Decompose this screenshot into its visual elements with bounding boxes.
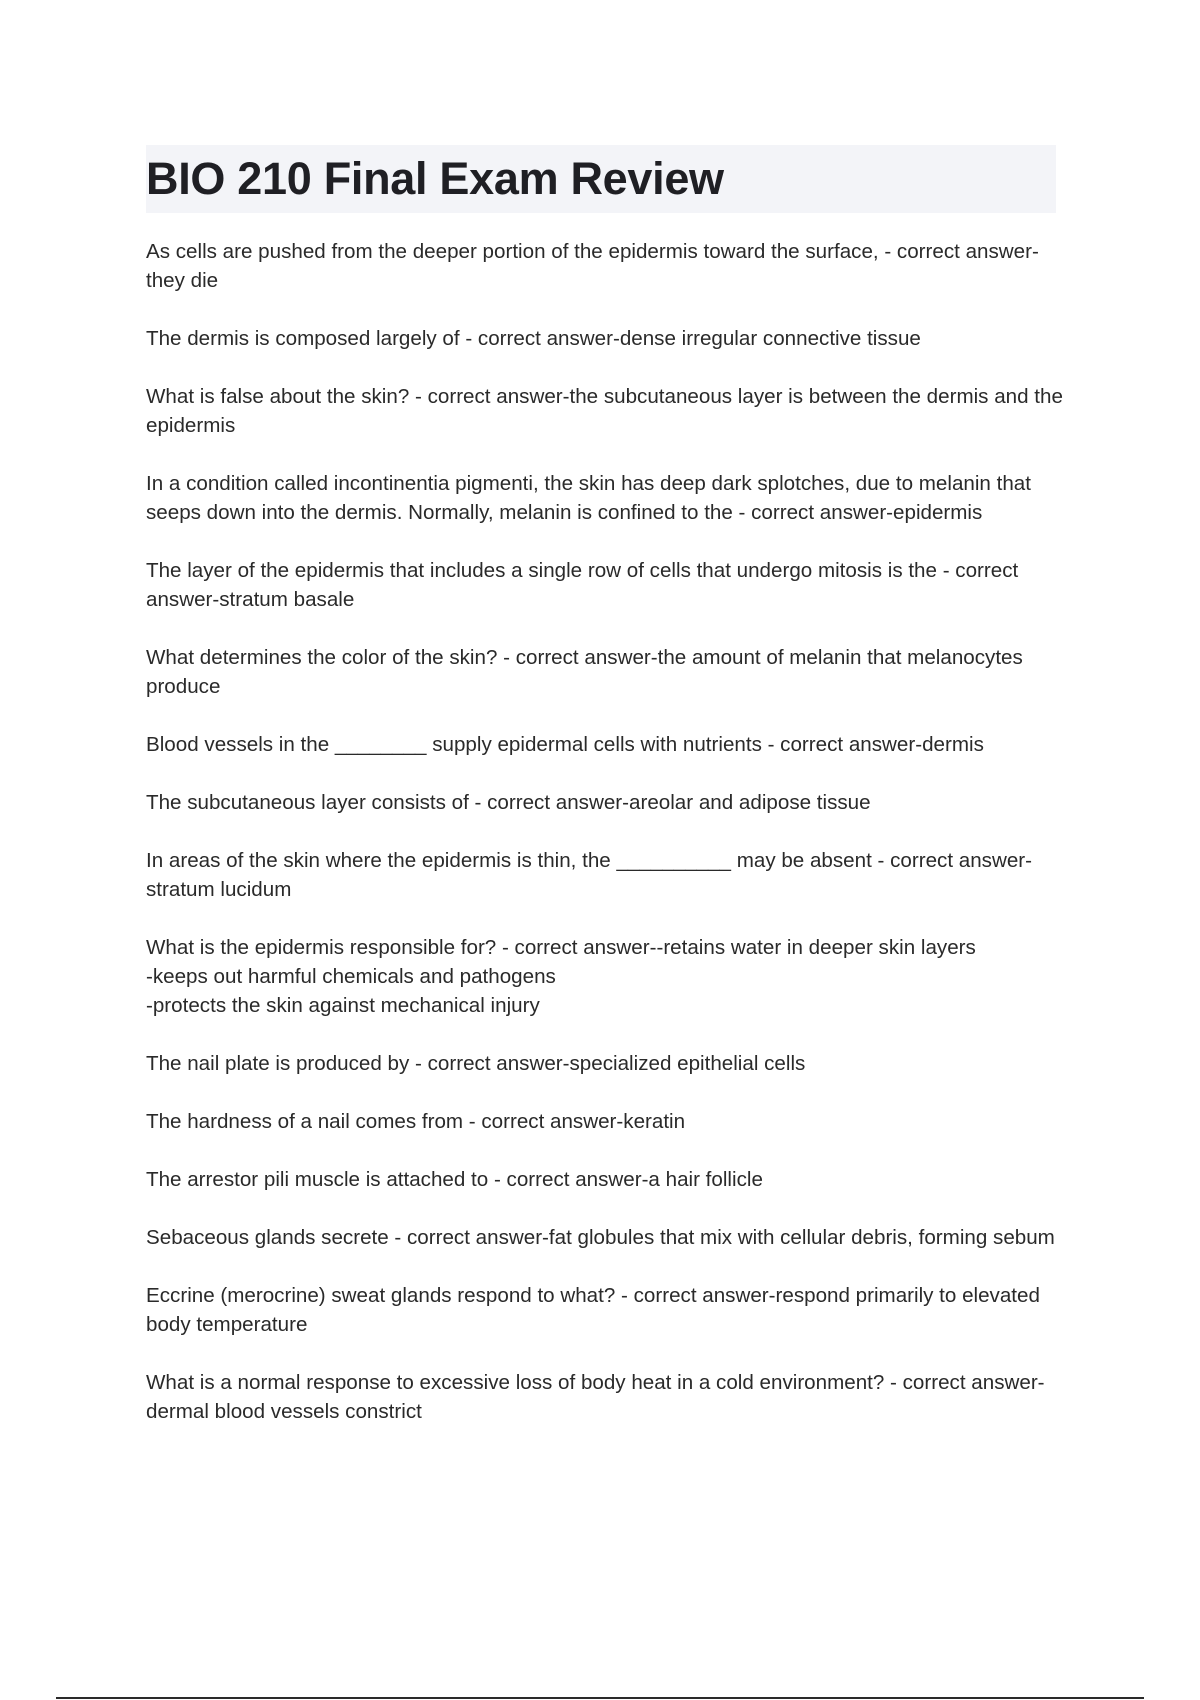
qa-item: Eccrine (merocrine) sweat glands respond to what? - correct answer-respond primarily to elevated body temperature bbox=[146, 1284, 1040, 1336]
qa-item: The dermis is composed largely of - correct answer-dense irregular connective tissue bbox=[146, 327, 921, 350]
qa-item: In a condition called incontinentia pigmenti, the skin has deep dark splotches, due to melanin that seeps down into the dermis. Normally, melanin is confined to the - correct answer-epidermis bbox=[146, 472, 1031, 524]
qa-item: What is the epidermis responsible for? - correct answer--retains water in deeper skin layers -keeps out harmful chemicals and pathogens -protects the skin against mechanical injury bbox=[146, 936, 976, 1017]
qa-item: What is a normal response to excessive loss of body heat in a cold environment? - correct answer-dermal blood vessels constrict bbox=[146, 1371, 1045, 1423]
footer-divider bbox=[56, 1697, 1144, 1699]
qa-item: The layer of the epidermis that includes a single row of cells that undergo mitosis is the - correct answer-stratum basale bbox=[146, 559, 1019, 611]
qa-item: The hardness of a nail comes from - correct answer-keratin bbox=[146, 1110, 686, 1133]
qa-item: The subcutaneous layer consists of - correct answer-areolar and adipose tissue bbox=[146, 791, 871, 814]
title-banner bbox=[146, 145, 1056, 213]
qa-item: What determines the color of the skin? - correct answer-the amount of melanin that melanocytes produce bbox=[146, 646, 1023, 698]
question-answer-list bbox=[146, 237, 1066, 1455]
qa-item: In areas of the skin where the epidermis is thin, the __________ may be absent - correct answer-stratum lucidum bbox=[146, 849, 1033, 901]
qa-item: Sebaceous glands secrete - correct answer-fat globules that mix with cellular debris, forming sebum bbox=[146, 1226, 1055, 1249]
qa-item: What is false about the skin? - correct answer-the subcutaneous layer is between the dermis and the epidermis bbox=[146, 385, 1063, 437]
qa-item: The arrestor pili muscle is attached to - correct answer-a hair follicle bbox=[146, 1168, 763, 1191]
qa-item: Blood vessels in the ________ supply epidermal cells with nutrients - correct answer-dermis bbox=[146, 733, 984, 756]
qa-item: The nail plate is produced by - correct answer-specialized epithelial cells bbox=[146, 1052, 806, 1075]
page-title: BIO 210 Final Exam Review bbox=[146, 153, 724, 204]
qa-item: As cells are pushed from the deeper portion of the epidermis toward the surface, - correct answer-they die bbox=[146, 240, 1039, 292]
